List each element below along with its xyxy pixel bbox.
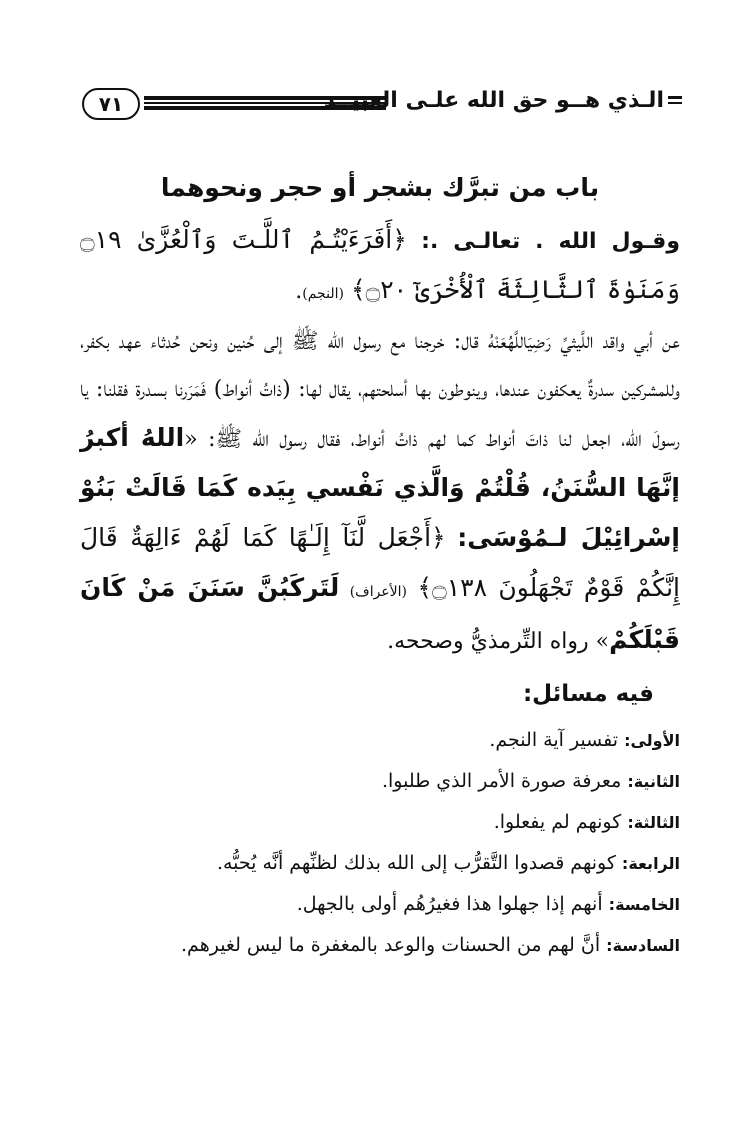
issue-item <box>80 802 680 843</box>
issue-label: الرابعة: <box>621 854 680 873</box>
issue-label: الثالثة: <box>627 813 680 832</box>
issue-label: الخامسة: <box>608 895 680 914</box>
verse-source-araf: (الأعراف) <box>349 584 407 600</box>
issue-text: كونهم لم يفعلوا. <box>493 811 622 833</box>
issue-item <box>80 884 680 925</box>
hadith-narration: عن أبي واقد اللَّيثيِّ رَضِيَاللَّهُعَنْهُ قال: خرجنا مع رسول الله ﷺ إلى حُنين ونحن حُدثاء عهد بكفر، وللمشركين سدرةٌ يعكفون عندها، وينوطون بها أسلحتهم، يقال لها: (ذاتُ أنواط) فَمَرَرنا بسدرة فقلنا: يا رسولَ الله، اجعل لنا ذاتَ أنواط كما لهم ذاتُ أنواط، فقال رسول الله ﷺ: « <box>80 329 680 452</box>
issue-item <box>80 720 680 761</box>
issue-item <box>80 925 680 966</box>
prophet-words-end: لَتَركَبُنَّ سَنَنَ مَنْ كَانَ قَبْلَكُمْ <box>80 573 680 654</box>
page-header <box>82 82 682 128</box>
header-ornament <box>668 96 682 107</box>
issue-text: تفسير آية النجم. <box>489 729 619 751</box>
quran-verse: ﴿أَفَرَءَيْتُـمُ ٱللَّـتَ وَٱلْعُزَّىٰ ۝١٩ وَمَنَوٰةَ ٱلثَّالِثَةَ ٱلْأُخْرَىٰٓ ۝٢٠﴾ <box>80 225 680 304</box>
issue-item <box>80 843 680 884</box>
issue-text: أنهم إذا جهلوا هذا فغيرُهُم أولى بالجهل. <box>296 893 603 915</box>
hadith-ending: » رواه التِّرمذيُّ وصححه. <box>387 629 610 654</box>
verse-end: . <box>295 279 303 304</box>
issue-text: أنَّ لهم من الحسنات والوعد بالمغفرة ما ليس لغيرهم. <box>181 934 601 956</box>
quran-verse-araf: ﴿أَجْعَل لَّنَآ إِلَـٰهًا كَمَا لَهُمْ ءَالِهَةٌ قَالَ إِنَّكُمْ قَوْمٌ تَجْهَلُونَ ۝١٣٨﴾ <box>80 523 680 602</box>
verse-intro: وقـول الله . تعالـى .: <box>421 229 680 254</box>
page-number: ٧١ <box>82 88 140 120</box>
issues-heading: فيه مسائل: <box>522 681 654 707</box>
page-body <box>80 168 680 966</box>
chapter-title: باب من تبرَّك بشجر أو حجر ونحوهما <box>160 173 600 202</box>
issue-label: السادسة: <box>606 936 680 955</box>
verse-source: (النجم) <box>302 286 344 302</box>
issue-label: الأولى: <box>624 731 680 750</box>
issue-item <box>80 761 680 802</box>
running-title: الـذي هــو حق الله علـى العبيــد <box>323 88 664 113</box>
hadith-paragraph <box>80 318 680 666</box>
verse-paragraph <box>80 216 680 318</box>
issue-text: معرفة صورة الأمر الذي طلبوا. <box>381 770 622 792</box>
prophet-words: اللهُ أكبرُ إنَّهَا السُّنَنُ، قُلْتُمْ وَالَّذي نَفْسي بِيَده كَمَا قَالَتْ بَنُوْ إسْرائِيْلَ لـمُوْسَى: <box>80 423 680 552</box>
issue-text: كونهم قصدوا التَّقرُّب إلى الله بذلك لظنِّهم أنَّه يُحبُّه. <box>216 852 616 874</box>
issue-label: الثانية: <box>627 772 680 791</box>
